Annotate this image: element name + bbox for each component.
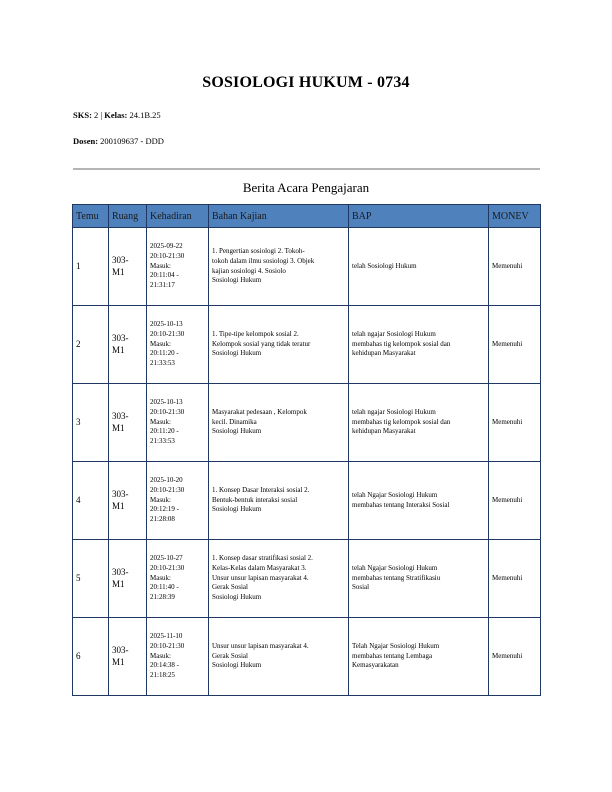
cell-temu: 5 [73,540,109,618]
table-row [73,540,541,618]
cell-monev: Memenuhi [489,384,541,462]
cell-bap: Telah Ngajar Sosiologi Hukum membahas tentang Lembaga Kemasyarakatan [349,618,489,696]
divider [73,168,540,170]
cell-monev: Memenuhi [489,228,541,306]
cell-monev: Memenuhi [489,618,541,696]
cell-bap: telah Ngajar Sosiologi Hukum membahas tentang Interaksi Sosial [349,462,489,540]
cell-bahan-kajian: 1. Konsep dasar stratifikasi sosial 2. Kelas-Kelas dalam Masyarakat 3. Unsur unsur lapisan masyarakat 4. Gerak Sosial Sosiologi Hukum [209,540,349,618]
cell-bap: telah ngajar Sosiologi Hukum membahas tig kelompok sosial dan kehidupan Masyarakat [349,384,489,462]
cell-temu: 2 [73,306,109,384]
table-row [73,462,541,540]
cell-ruang: 303- M1 [109,618,147,696]
table-row [73,306,541,384]
cell-kehadiran: 2025-10-20 20:10-21:30 Masuk: 20:12:19 - 21:28:08 [147,462,209,540]
separator: | [100,110,103,120]
cell-monev: Memenuhi [489,540,541,618]
table-row [73,618,541,696]
cell-bahan-kajian: 1. Konsep Dasar Interaksi sosial 2. Bentuk-bentuk interaksi sosial Sosiologi Hukum [209,462,349,540]
class-info [73,110,161,120]
sks-label: SKS: [73,110,92,120]
kelas-value: 24.1B.25 [129,110,161,120]
col-header-bap: BAP [349,205,489,228]
cell-temu: 3 [73,384,109,462]
table-row [73,384,541,462]
cell-monev: Memenuhi [489,462,541,540]
cell-bahan-kajian: Unsur unsur lapisan masyarakat 4. Gerak Sosial Sosiologi Hukum [209,618,349,696]
teaching-record-table [72,204,541,696]
cell-kehadiran: 2025-11-10 20:10-21:30 Masuk: 20:14:38 - 21:18:25 [147,618,209,696]
cell-bahan-kajian: Masyarakat pedesaan , Kelompok kecil. Dinamika Sosiologi Hukum [209,384,349,462]
dosen-label: Dosen: [73,136,99,146]
col-header-monev: MONEV [489,205,541,228]
cell-ruang: 303- M1 [109,462,147,540]
cell-ruang: 303- M1 [109,540,147,618]
col-header-ruang: Ruang [109,205,147,228]
cell-ruang: 303- M1 [109,306,147,384]
section-title: Berita Acara Pengajaran [242,180,370,195]
cell-temu: 4 [73,462,109,540]
table-header-row [73,205,541,228]
cell-bahan-kajian: 1. Pengertian sosiologi 2. Tokoh- tokoh dalam ilmu sosiologi 3. Objek kajian sosiologi 4. Sosiolo Sosiologi Hukum [209,228,349,306]
cell-kehadiran: 2025-10-13 20:10-21:30 Masuk: 20:11:20 - 21:33:53 [147,306,209,384]
kelas-label: Kelas: [104,110,128,120]
table-row [73,228,541,306]
cell-bap: telah Sosiologi Hukum [349,228,489,306]
cell-kehadiran: 2025-10-27 20:10-21:30 Masuk: 20:11:40 - 21:28:39 [147,540,209,618]
sks-value: 2 [94,110,99,120]
col-header-bahan-kajian: Bahan Kajian [209,205,349,228]
cell-temu: 6 [73,618,109,696]
cell-monev: Memenuhi [489,306,541,384]
cell-bap: telah Ngajar Sosiologi Hukum membahas tentang Stratifikasiu Sosial [349,540,489,618]
page-title: SOSIOLOGI HUKUM - 0734 [202,74,410,91]
dosen-value: 200109637 - DDD [100,136,164,146]
cell-bahan-kajian: 1. Tipe-tipe kelompok sosial 2. Kelompok sosial yang tidak teratur Sosiologi Hukum [209,306,349,384]
lecturer-info [73,136,164,146]
cell-bap: telah ngajar Sosiologi Hukum membahas tig kelompok sosial dan kehidupan Masyarakat [349,306,489,384]
cell-temu: 1 [73,228,109,306]
cell-ruang: 303- M1 [109,384,147,462]
cell-kehadiran: 2025-10-13 20:10-21:30 Masuk: 20:11:20 - 21:33:53 [147,384,209,462]
cell-ruang: 303- M1 [109,228,147,306]
col-header-temu: Temu [73,205,109,228]
col-header-kehadiran: Kehadiran [147,205,209,228]
cell-kehadiran: 2025-09-22 20:10-21:30 Masuk: 20:11:04 - 21:31:17 [147,228,209,306]
